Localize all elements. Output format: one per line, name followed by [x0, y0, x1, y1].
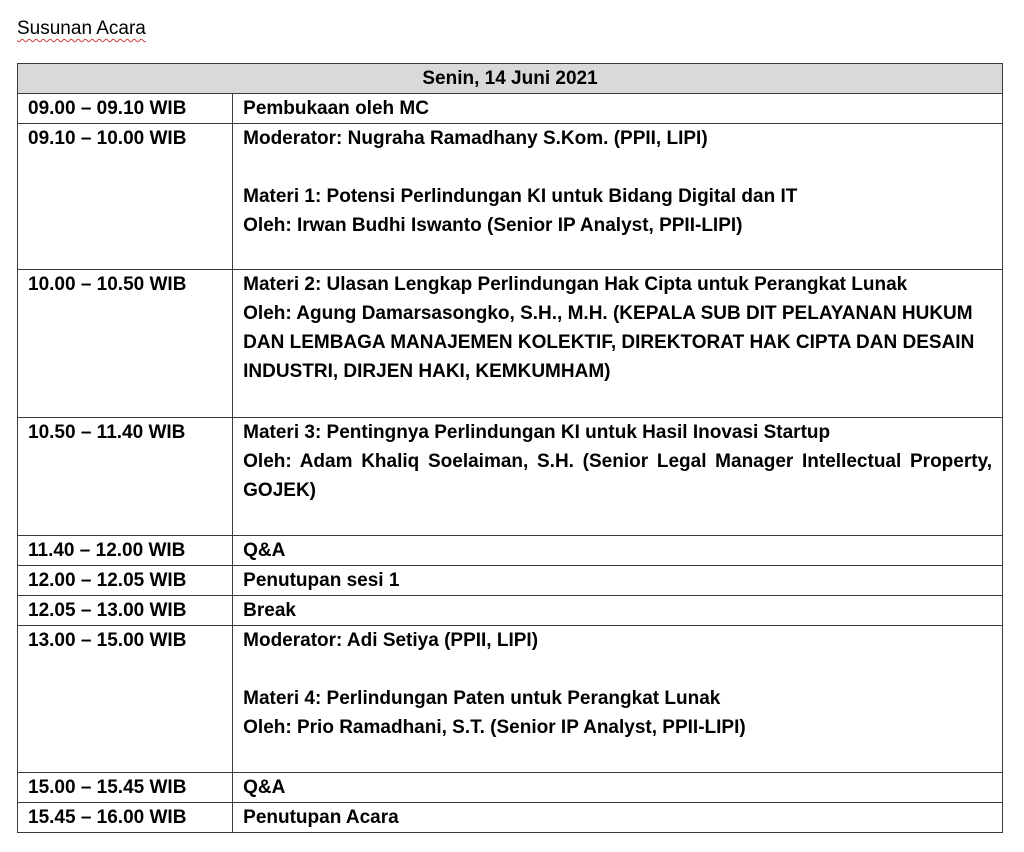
table-row: [18, 773, 1003, 803]
agenda-cell: [233, 566, 1003, 596]
time-cell: 10.50 – 11.40 WIB: [18, 418, 233, 536]
time-cell: 11.40 – 12.00 WIB: [18, 536, 233, 566]
agenda-line: Moderator: Adi Setiya (PPII, LIPI): [243, 630, 539, 651]
document-title: Susunan Acara: [17, 18, 146, 39]
time-cell: 15.45 – 16.00 WIB: [18, 803, 233, 833]
agenda-cell: [233, 626, 1003, 773]
agenda-cell: [233, 773, 1003, 803]
day-header: Senin, 14 Juni 2021: [18, 64, 1003, 94]
agenda-line: Moderator: Nugraha Ramadhany S.Kom. (PPII, LIPI): [243, 128, 708, 149]
table-row: [18, 626, 1003, 773]
agenda-line: Oleh: Agung Damarsasongko, S.H., M.H. (KEPALA SUB DIT PELAYANAN HUKUM DAN LEMBAGA MANAJEMEN KOLEKTIF, DIREKTORAT HAK CIPTA DAN DESAIN INDUSTRI, DIRJEN HAKI, KEMKUMHAM): [243, 303, 975, 382]
table-row: [18, 566, 1003, 596]
time-cell: 09.00 – 09.10 WIB: [18, 94, 233, 124]
time-cell: 10.00 – 10.50 WIB: [18, 270, 233, 418]
agenda-line: Break: [243, 600, 296, 621]
agenda-cell: [233, 536, 1003, 566]
agenda-line: Materi 3: Pentingnya Perlindungan KI untuk Hasil Inovasi Startup: [243, 422, 831, 443]
agenda-line: Materi 2: Ulasan Lengkap Perlindungan Hak Cipta untuk Perangkat Lunak: [243, 274, 908, 295]
agenda-line: Materi 4: Perlindungan Paten untuk Perangkat Lunak: [243, 688, 721, 709]
time-cell: 13.00 – 15.00 WIB: [18, 626, 233, 773]
day-header-row: [18, 64, 1003, 94]
agenda-cell: [233, 270, 1003, 418]
agenda-cell: [233, 803, 1003, 833]
table-row: [18, 418, 1003, 536]
table-row: [18, 596, 1003, 626]
time-cell: 12.05 – 13.00 WIB: [18, 596, 233, 626]
agenda-line: Q&A: [243, 777, 286, 798]
table-row: [18, 803, 1003, 833]
table-row: [18, 270, 1003, 418]
agenda-line: Materi 1: Potensi Perlindungan KI untuk Bidang Digital dan IT: [243, 186, 798, 207]
agenda-line: Pembukaan oleh MC: [243, 98, 429, 119]
agenda-cell: [233, 596, 1003, 626]
blank-line: [243, 153, 992, 182]
agenda-line: Oleh: Adam Khaliq Soelaiman, S.H. (Senior Legal Manager Intellectual Property, GOJEK): [243, 451, 992, 501]
agenda-line: Penutupan sesi 1: [243, 570, 400, 591]
agenda-cell: [233, 418, 1003, 536]
time-cell: 09.10 – 10.00 WIB: [18, 124, 233, 270]
agenda-line: Oleh: Irwan Budhi Iswanto (Senior IP Analyst, PPII-LIPI): [243, 215, 743, 236]
schedule-table: [17, 63, 1003, 833]
table-row: [18, 94, 1003, 124]
agenda-line: Oleh: Prio Ramadhani, S.T. (Senior IP Analyst, PPII-LIPI): [243, 717, 746, 738]
agenda-cell: [233, 124, 1003, 270]
agenda-line: Q&A: [243, 540, 286, 561]
time-cell: 15.00 – 15.45 WIB: [18, 773, 233, 803]
agenda-cell: [233, 94, 1003, 124]
agenda-line: Penutupan Acara: [243, 807, 399, 828]
table-row: [18, 124, 1003, 270]
blank-line: [243, 655, 992, 684]
time-cell: 12.00 – 12.05 WIB: [18, 566, 233, 596]
table-row: [18, 536, 1003, 566]
